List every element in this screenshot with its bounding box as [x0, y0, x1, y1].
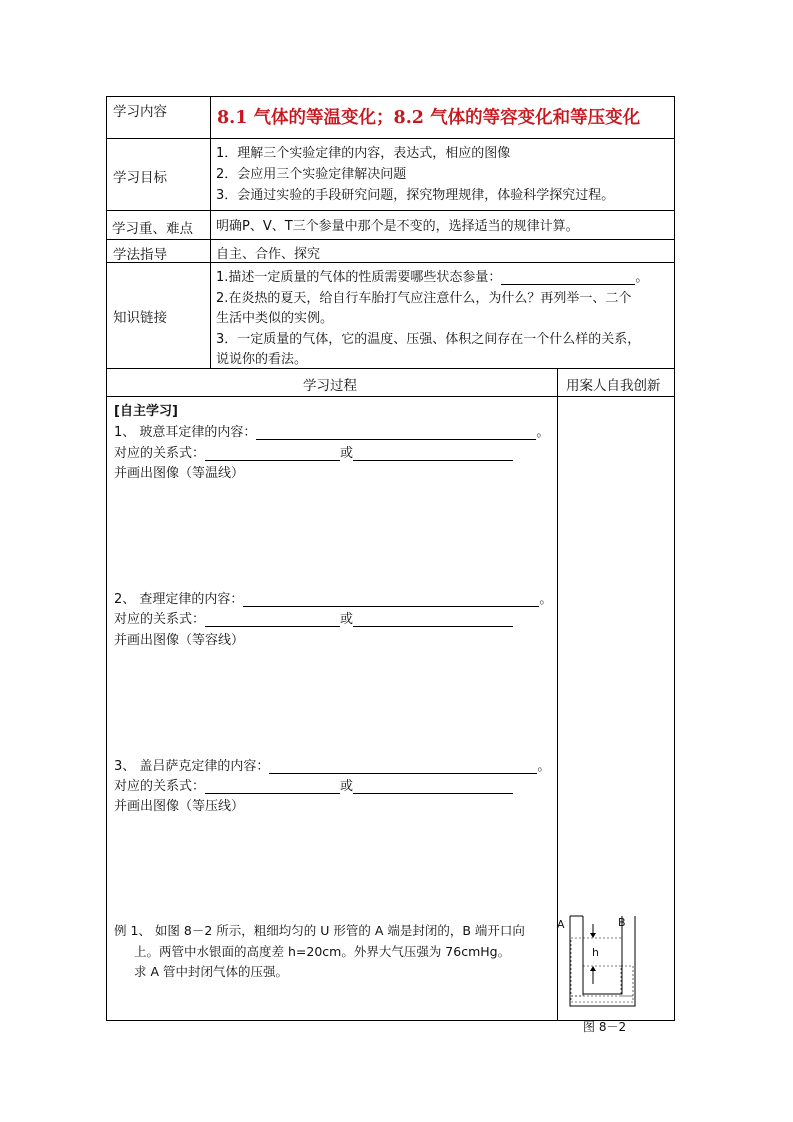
answer-blank[interactable] [205, 613, 340, 627]
label-column-divider [210, 96, 211, 369]
row-divider [106, 239, 675, 240]
objectives-label: 学习目标 [113, 170, 167, 186]
knowledge-q1-text: 1.描述一定质量的气体的性质需要哪些状态参量： [216, 270, 502, 285]
law-end: 。 [536, 425, 550, 440]
content-label: 学习内容 [113, 104, 167, 120]
objective-item: 3．会通过实验的手段研究问题，探究物理规律，体验科学探究过程。 [216, 188, 615, 203]
row-divider [106, 368, 675, 369]
key-points-label: 学习重、难点 [112, 221, 193, 237]
knowledge-q3-line1: 3．一定质量的气体，它的温度、压强、体积之间存在一个什么样的关系， [216, 332, 641, 347]
mercury-bottom [571, 996, 633, 1002]
answer-blank[interactable] [269, 760, 537, 774]
knowledge-label: 知识链接 [113, 310, 167, 326]
law-title-text: 2、 查理定律的内容： [114, 592, 244, 607]
knowledge-q1 [216, 266, 648, 285]
figure-label-a: A [557, 918, 565, 931]
mercury-column-b [621, 966, 633, 996]
table-left-border [106, 96, 107, 1021]
law-draw: 并画出图像（等压线） [114, 799, 245, 814]
h-arrow-top-head [590, 933, 596, 938]
or-label: 或 [340, 446, 354, 461]
process-header: 学习过程 [303, 378, 357, 394]
page-title: 8.1 气体的等温变化；8.2 气体的等容变化和等压变化 [217, 108, 641, 128]
law-title [114, 588, 552, 607]
row-divider [106, 210, 675, 211]
answer-blank[interactable] [501, 271, 635, 285]
law-relation [114, 442, 513, 461]
knowledge-q3-line2: 说说你的看法。 [216, 352, 308, 367]
law-relation [114, 608, 513, 627]
law-end: 。 [537, 759, 551, 774]
mercury-column-a [571, 938, 583, 996]
u-tube-inner [583, 916, 622, 994]
law-end: 。 [539, 592, 553, 607]
example-line1: 例 1、 如图 8－2 所示，粗细均匀的 U 形管的 A 端是封闭的，B 端开口向 [114, 923, 525, 938]
row-divider [106, 138, 675, 139]
example-line3: 求 A 管中封闭气体的压强。 [134, 964, 288, 979]
table-right-border [674, 96, 675, 1021]
answer-blank[interactable] [256, 426, 536, 440]
answer-blank[interactable] [353, 447, 513, 461]
or-label: 或 [340, 612, 354, 627]
figure-label-b: B [618, 916, 626, 929]
relation-label: 对应的关系式： [114, 446, 206, 461]
knowledge-q2-line2: 生活中类似的实例。 [216, 311, 334, 326]
figure-caption: 图 8－2 [583, 1020, 627, 1034]
method-text: 自主、合作、探究 [216, 247, 321, 262]
law-title [114, 755, 550, 774]
u-tube-figure [560, 912, 650, 1012]
knowledge-q2-line1: 2.在炎热的夏天，给自行车胎打气应注意什么，为什么？再列举一、二个 [216, 291, 632, 306]
figure-label-h: h [592, 946, 599, 959]
section-title: [自主学习] [114, 404, 178, 419]
law-title-text: 1、 玻意耳定律的内容： [114, 425, 257, 440]
method-label: 学法指导 [113, 247, 167, 263]
example-line2: 上。两管中水银面的高度差 h=20cm。外界大气压强为 76cmHg。 [134, 944, 511, 959]
side-header: 用案人自我创新 [566, 378, 661, 394]
knowledge-q1-end: 。 [635, 270, 649, 285]
objective-item: 1．理解三个实验定律的内容，表达式，相应的图像 [216, 146, 511, 161]
objective-item: 2．会应用三个实验定律解决问题 [216, 167, 407, 182]
law-draw: 并画出图像（等容线） [114, 633, 245, 648]
or-label: 或 [340, 779, 354, 794]
row-divider [106, 262, 675, 263]
row-divider [106, 396, 675, 397]
answer-blank[interactable] [353, 613, 513, 627]
law-title [114, 421, 549, 440]
law-draw: 并画出图像（等温线） [114, 466, 245, 481]
law-title-text: 3、 盖吕萨克定律的内容： [114, 759, 270, 774]
u-tube-outer [570, 916, 635, 1006]
answer-blank[interactable] [243, 593, 539, 607]
relation-label: 对应的关系式： [114, 779, 206, 794]
key-points-text: 明确P、V、T三个参量中那个是不变的，选择适当的规律计算。 [216, 219, 579, 234]
answer-blank[interactable] [205, 780, 340, 794]
h-arrow-bottom-head [590, 966, 596, 971]
answer-blank[interactable] [205, 447, 340, 461]
relation-label: 对应的关系式： [114, 612, 206, 627]
table-top-border [106, 96, 675, 97]
answer-blank[interactable] [353, 780, 513, 794]
law-relation [114, 775, 513, 794]
